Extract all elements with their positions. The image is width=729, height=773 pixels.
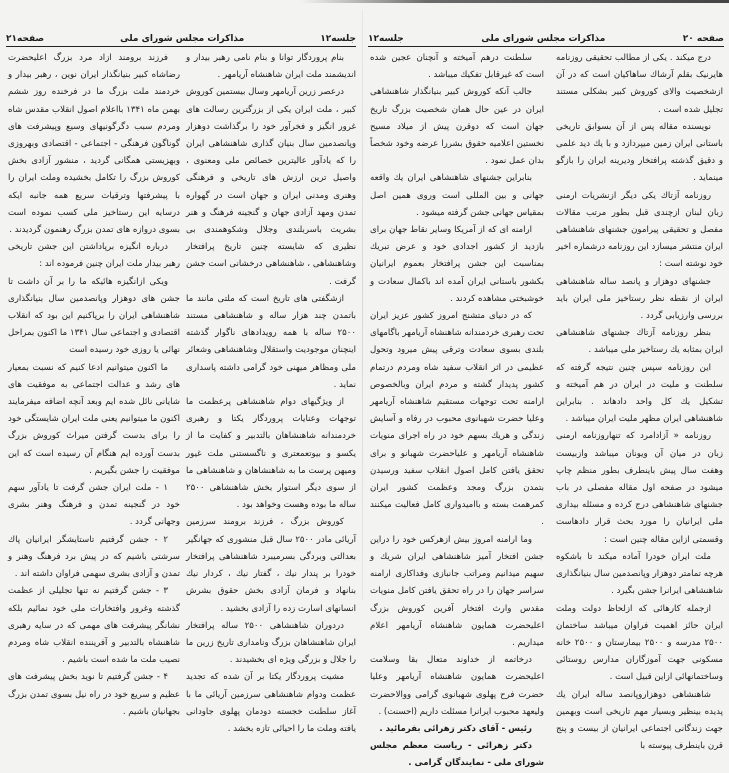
- paragraph: فرزند برومند ازاد مرد بزرگ اعلیحضرت رضاشاه کبیر بنیانگذار ایران نوین ، رهبر بیدار و خردمند ملت بزرگ ما در فرخنده روز ششم بهمن ماه ۱۳۴۱ بااعلام اصول انقلاب مقدس شاه ومردم سبب دگرگونیهای وسیع وپیشرفت های گوناگون فرهنگی - اجتماعی - اقتصادی وبهروزی وبهزیستی همگانی گردید ، منشور آزادی بخش کوروش بزرگ را تکامل بخشیده وملت ایران را با پیشرفتها وترقیات سریع همه جانبه ایکه درسایه این رستاخیز ملی کسب نموده است بسوی دروازه های تمدن بزرگ رهنمون گردیدند .: [8, 53, 180, 236]
- paragraph: روزنامه « آزادامرد که تنهاروزنامه ارمنی زبان در میان آن ویونان میباشد وازبیست وهفت سال پیش باینطرف بطور منظم چاپ میشود در صفحه اول مقاله مفصلی در باب جشنهای شاهنشاهی درج کرده و مسئله بیداری ملی ایرانیان را مورد بحث قرار دادهاست وقسمتی ازاین مقاله چنین است :: [556, 431, 723, 545]
- paragraph: درج میکند . یکی از مطالب تحقیقی روزنامه هایرنیک بقلم آرشاك ساهاكیان است که در آن ازشخصیت والای کوروش کبیر بشکلی مستند تجلیل شده است .: [556, 53, 723, 115]
- right-page-header: [368, 30, 724, 47]
- paragraph: کوروش بزرگ ، فرزند برومند سرزمین آریائی مادر ۲۵۰۰ سال قبل منشوری که جهانگیر بعدالتی وبردگی بسرمیبرد شاهنشاهی پرافتخار خودرا بر پندار نیك ، گفتار نیك ، کردار نیك بنانهاد و فرمان آزادی بخش حقوق بشرش انسانهای اسارت زده را آزادی بخشید .: [186, 517, 356, 614]
- paragraph: رئیس - آقای دکتر زهرائی بفرمائید .: [379, 723, 532, 734]
- paragraph: ۳ - جشن گرفتیم نه تنها تجلیلی از عظمت گذشته وغرور وافتخارات ملی خود نمائیم بلکه نشانگر پیشرفت های مهمی که در سایه رهبری شاهنشاه بالتدبیر و آفریننده انقلاب شاه ومردم نصیب ملت ما شده است باشیم .: [8, 586, 180, 666]
- left-page-header: [6, 30, 356, 47]
- paragraph: نویسنده مقاله پس از آن بسوابق تاریخی باستانی ایران زمین میپردازد و با یك دید علمی و دقیق گذشته پرافتخار ودیرینه ایران را بازگو مینماید .: [556, 121, 723, 184]
- scan-edge-shadow: [300, 0, 729, 3]
- paragraph: ارامنه ای که از آمریکا وسایر نقاط جهان برای بازدید از کشور اجدادی خود و عرض تبریك بمناسبت این جشن پرافتخار بعموم ایرانیان بکشور باستانی ایران آمده اند باکمال سعادت و خوشبختی مشاهده کردند .: [370, 225, 544, 304]
- paragraph: شاهنشاهی دوهزاروپانصد ساله ایران یك پدیده بینظیر وبسیار مهم تاریخی است وبهمین جهت زندگانی اجتماعی ایرانیان از بیست و پنج قرن باینطرف پیوسته با: [556, 689, 723, 752]
- page-gutter: [362, 10, 363, 600]
- paragraph: که در دنیای متشنج امروز کشور عزیز ایران تحت رهبری خردمندانه شاهنشاه آریامهر باگامهای بلندی بسوی سعادت وترقی پیش میرود وتحول عظیمی در اثر انقلاب سفید شاه ومردم درتمام کشور پدیدار گشته و مردم ایران وبالخصوص ارامنه تحت توجهات مستقیم شاهنشاه آریامهر وعلیا حضرت شهبانوی محبوب در رفاه و آسایش زندگی و هریك بسهم خود در راه اجرای منویات شاهنشاه آریامهر و علیاحضرت شهبانو و برای تحقق یافتن کامل اصول انقلاب سفید ورسیدن بتمدن بزرگ ومجد وعظمت کشور ایران کمرهمت بسته و بااميدواری کامل فعالیت میکنند .: [370, 311, 544, 528]
- paragraph: ازجمله کارهائی که ازلحاظ دولت وملت ایران حائز اهمیت فراوان میباشد ساختمان ۲۵۰۰ مدرسه و ۲۵۰۰ بیمارستان و ۲۵۰۰ خانه مسکونی جهت آموزگاران مدارس روستائی وساختمانهائی ازاین قبیل است .: [556, 603, 723, 683]
- paragraph: بنظر روزنامه آزتاك جشنهای شاهنشاهی ایران بمثابه یك رستاخیز ملی میباشد .: [556, 328, 723, 356]
- paragraph: درباره انگیزه برپاداشتن این جشن تاریخی رهبر بیدار ملت ایران چنین فرموده اند :: [8, 242, 180, 270]
- right-page-right-column: [556, 50, 723, 755]
- paragraph: مشیت پروردگار یکتا بر آن شده که تجدید عظمت ودوام شاهنشاهی سرزمین آریائی ما با آغاز سلطنت خجسته دودمان پهلوی جاودانی یافته وملت ما را احیائی تازه بخشد .: [186, 672, 356, 734]
- paragraph: ویکی ازانگیزه هائیکه ما را بر آن داشت تا جشن های دوهزار وپانصدمین سال بنیانگذاری شاهنشاهی ایران را برپاکنیم این بود که انقلاب اقتصادی و اجتماعی سال ۱۳۴۱ ما اکنون بمراحل نهائی یا روزی خود رسیده است: [8, 276, 180, 356]
- paragraph: روزنامه آزتاك یکی دیگر ازنشریات ارمنی زبان لبنان ازچندی قبل بطور مرتب مقالات مفصل و تحقیقی پیرامون جشنهای شاهنشاهی ایران منتشر میسازد این روزنامه درشماره اخیر خود نوشته است :: [556, 190, 723, 270]
- paragraph: جالب آنکه کوروش کبیر بنیانگذار شاهنشاهی ایران در عین حال همان شخصیت بزرگ تاریخ جهان است که دوقرن پیش از میلاد مسیح نخستین اعلامیه حقوق بشررا عرضه وخود شخصاً بدان عمل نمود .: [370, 87, 544, 167]
- paragraph: این روزنامه سپس چنین نتیجه گرفته که سلطنت و ملیت در ایران در هم آمیخته و تشکیل یك کل واحد دادهاند . بنابراین شاهنشاهی ایران مظهر ملیت ایران میباشد .: [556, 362, 723, 425]
- paragraph: سلطنت درهم آمیخته و آنچنان عجین شده است که غیرقابل تفکیك میباشد .: [370, 53, 544, 81]
- left-page-left-column: [8, 50, 180, 721]
- paragraph: ۲ - جشن گرفتیم تاستایشگر ایرانیان پاك سرشتی باشیم که در پیش برد فرهنگ وهنر و تمدن و آزادی بشری سهمی فراوان داشته اند .: [8, 534, 180, 580]
- session-number: جلسه۱۲: [320, 34, 356, 44]
- paragraph: ۴ - جشن گرفتیم تا نوید بخش پیشرفت های عظیم و سریع خود در راه نیل بسوی تمدن بزرگ بجهانیان باشیم .: [8, 672, 180, 717]
- paragraph: جشنهای دوهزار و پانصد ساله شاهنشاهی ایران از نقطه نظر رستاخیز ملی ایران باید بررسی وارزیابی گردد .: [556, 276, 723, 322]
- paragraph: از ویژگیهای دوام شاهنشاهی پرعظمت ما توجهات وعنایات پروردگار یکتا و رهبری خردمندانه شاهنشاهان بالتدبیر و کفایت ما از یکسو و بیوتعمعتری و ناگسستنی ملت غیور ومیهن پرست ما به شاهنشاهان و شاهنشاهی ما از سوی دیگر استوار بخش شاهنشاهی ۲۵۰۰ ساله ما بوده وهست وخواهد بود .: [186, 397, 356, 511]
- left-page-right-column: [186, 50, 356, 738]
- paragraph: ۱ - ملت ایران جشن گرفت تا یادآور سهم خود در گنجینه تمدن و فرهنگ وهنر بشری وجهانی گردد .: [8, 483, 180, 528]
- paragraph: وما ارامنه امروز بیش ازهرکس خود را دراین جشن افتخار آمیز شاهنشاهی ایران شریك و سهیم میدانیم ومراتب جانبازی وفداکاری ارامنه سراسر جهان را در راه تحقق یافتن کامل منویات مقدس وارث افتخار آفرین کوروش بزرگ اعلیحضرت همایون شاهنشاه آریامهر اعلام میداریم .: [370, 534, 544, 648]
- paragraph: بنام پروردگار توانا و بنام نامی رهبر بیدار و اندیشمند ملت ایران شاهنشاه آریامهر .: [186, 53, 356, 81]
- session-number: جلسه۱۲: [368, 34, 404, 44]
- paragraph: دکتر زهرائی - ریاست معظم مجلس شورای ملی - نمایندگان گرامی .: [370, 741, 544, 769]
- paragraph: ازشگفتی های تاریخ است که ملتی مانند ما باتمدن چند هزار ساله و شاهنشاهی مستند ۲۵۰۰ ساله با همه رویدادهای ناگوار گذشته اینچنان موجودیت واستقلال وشاهنشاهی وشعائر ملی ومظاهر میهنی خود گرامی داشته پاسداری نماید .: [186, 293, 356, 390]
- page-number: صفحه ۲۰: [682, 34, 724, 44]
- paragraph: بنابراین جشنهای شاهنشاهی ایران یك واقعه جهانی و بین المللی است وروی همین اصل بمقیاس جهانی جشن گرفته میشود .: [370, 173, 544, 218]
- running-title: مذاکرات مجلس شورای ملی: [120, 34, 245, 44]
- right-page-left-column: [370, 50, 544, 773]
- page-number: صفحه۲۱: [6, 34, 45, 44]
- paragraph: درخاتمه از خداوند متعال بقا وسلامت اعلیحضرت همایون شاهنشاه آریامهر وعلیا حضرت فرح پهلوی شهبانوی گرامی ووالاحضرت ولیعهد محبوب ایرانرا مسئلت داریم (احسنت) .: [370, 655, 544, 717]
- paragraph: درعصر زرین آریامهر وسال بیستمین کوروش کبیر ، ملت ایران یکی از بزرگترین رسالت های غرور انگیز و فخرآور خود را برگذاشت دوهزار وپانصدمین سال بنیان گذاری شاهنشاهی ایران را که یادآور عالیترین خصائص ملی ومعنوی ، واصیل ترین ارزش های تاریخی و فرهنگی وهنری ومدنی ایران و جهان است در گهواره تمدن ومهد آزادی جهان و گنجینه فرهنگ و هنر بشریت باسربلندی وجلال وشکوهمندی بی نظیری که شایسته چنین تاریخ پرافتخار وشاهنشاهی ، شاهنشاهی درخشانی است جشن گرفت .: [186, 87, 356, 287]
- paragraph: ما اکنون میتوانیم ادعا کنیم که نسبت بمعیار های رشد و عدالت اجتماعی به موفقیت های شایانی نائل شده ایم وبعد آنچه اضافه میفرمایند اکنون ما میتوانیم یعنی ملت ایران شایستگی خود را برای بدست گرفتن میراث کوروش بزرگ بدست آورده ایم هنگام آن رسیده است که این موفقیت را جشن بگیریم .: [8, 362, 180, 476]
- running-title: مذاکرات مجلس شورای ملی: [481, 34, 606, 44]
- paragraph: دردوران شاهنشاهی ۲۵۰۰ ساله پرافتخار ایران شاهنشاهان بزرگ ونامداری تاریخ زرین ما را جلال و بزرگی ویژه ای بخشیدند .: [186, 620, 356, 666]
- paragraph: ملت ایران خودرا آماده میکند تا باشکوه هرچه تمامتر دوهزار وپانصدمین سال بنیانگذاری شاهنشاهی ایرانرا جشن بگیرد .: [556, 551, 723, 597]
